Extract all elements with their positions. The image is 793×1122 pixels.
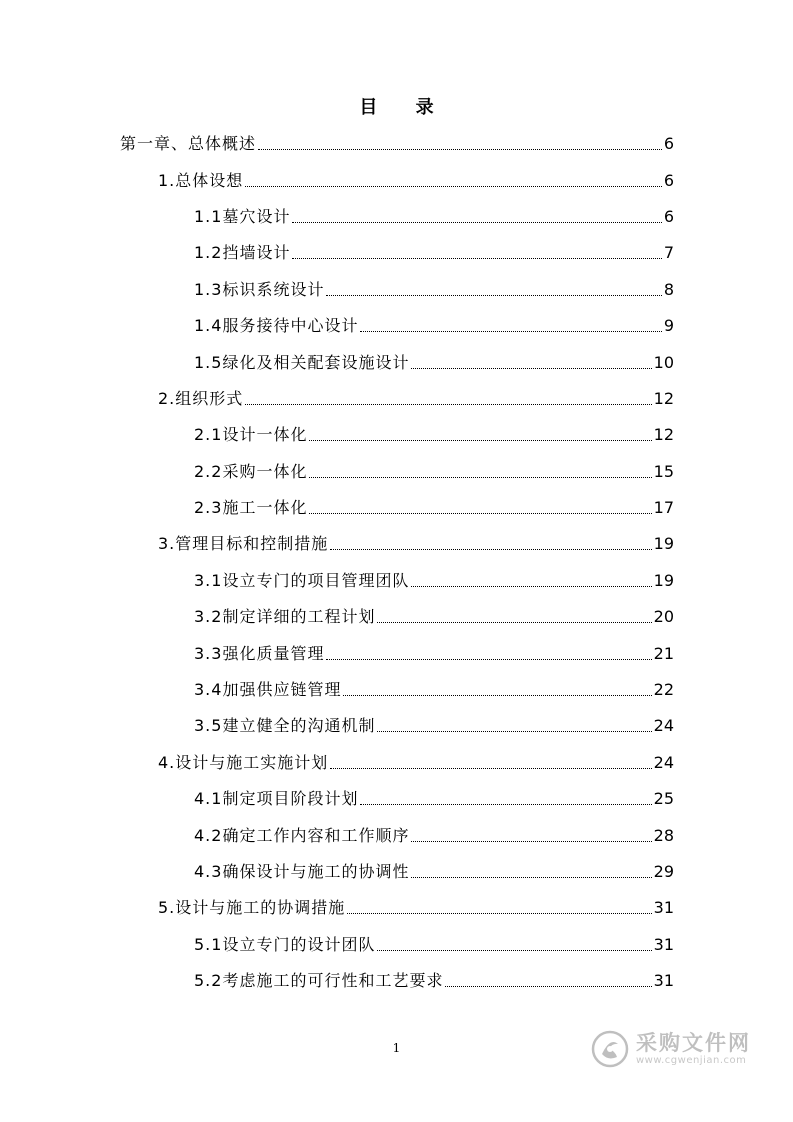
toc-leader-dots bbox=[326, 658, 651, 660]
toc-entry[interactable] bbox=[0, 308, 793, 344]
toc-entry[interactable] bbox=[0, 708, 793, 744]
toc-entry-label: 3.3强化质量管理 bbox=[194, 643, 325, 663]
toc-entry-label: 3.1设立专门的项目管理团队 bbox=[194, 570, 410, 590]
toc-entry-page: 12 bbox=[653, 425, 674, 445]
toc-entry-label: 5.设计与施工的协调措施 bbox=[158, 898, 346, 918]
toc-entry[interactable] bbox=[0, 817, 793, 853]
toc-entry-page: 7 bbox=[663, 243, 674, 263]
toc-entry[interactable] bbox=[0, 854, 793, 890]
toc-entry[interactable] bbox=[0, 890, 793, 926]
toc-entry-label: 5.2考虑施工的可行性和工艺要求 bbox=[194, 971, 444, 991]
toc-entry[interactable] bbox=[0, 599, 793, 635]
toc-entry-label: 4.设计与施工实施计划 bbox=[158, 752, 329, 772]
toc-entry-page: 6 bbox=[663, 206, 674, 226]
toc-entry[interactable] bbox=[0, 490, 793, 526]
toc-entry-label: 第一章、总体概述 bbox=[120, 134, 257, 154]
toc-entry[interactable] bbox=[0, 162, 793, 198]
toc-entry-label: 2.3施工一体化 bbox=[194, 498, 308, 518]
toc-entry-label: 2.1设计一体化 bbox=[194, 425, 308, 445]
toc-entry[interactable] bbox=[0, 672, 793, 708]
toc-entry-page: 8 bbox=[663, 279, 674, 299]
toc-entry[interactable] bbox=[0, 272, 793, 308]
toc-entry-label: 1.1墓穴设计 bbox=[194, 206, 291, 226]
toc-entry-page: 24 bbox=[653, 752, 674, 772]
toc-leader-dots bbox=[245, 185, 662, 187]
toc-entry[interactable] bbox=[0, 381, 793, 417]
toc-entry-label: 1.4服务接待中心设计 bbox=[194, 316, 359, 336]
toc-entry-page: 12 bbox=[653, 388, 674, 408]
toc-entry[interactable] bbox=[0, 745, 793, 781]
toc-entry-page: 29 bbox=[653, 862, 674, 881]
toc-entry-label: 5.1设立专门的设计团队 bbox=[194, 934, 376, 954]
toc-entry[interactable] bbox=[0, 963, 793, 999]
toc-leader-dots bbox=[326, 294, 661, 296]
toc-leader-dots bbox=[292, 221, 661, 223]
toc-title: 目 录 bbox=[359, 97, 450, 118]
toc-entry-page: 9 bbox=[663, 316, 674, 336]
toc-entry-page: 19 bbox=[653, 534, 674, 554]
toc-entry-page: 19 bbox=[653, 570, 674, 590]
toc-entry[interactable] bbox=[0, 417, 793, 453]
toc-entry-label: 1.3标识系统设计 bbox=[194, 279, 325, 299]
toc-entry-page: 6 bbox=[663, 134, 674, 154]
toc-leader-dots bbox=[360, 330, 661, 332]
toc-entry[interactable] bbox=[0, 526, 793, 562]
toc-leader-dots bbox=[330, 767, 651, 769]
toc-entry[interactable] bbox=[0, 563, 793, 599]
toc-entry-label: 4.2确定工作内容和工作顺序 bbox=[194, 825, 410, 845]
toc-leader-dots bbox=[343, 694, 651, 696]
toc-entry-page: 21 bbox=[653, 643, 674, 663]
toc-leader-dots bbox=[377, 730, 651, 732]
watermark bbox=[590, 1026, 760, 1072]
toc-entry-page: 31 bbox=[653, 934, 674, 954]
toc-entry-label: 4.1制定项目阶段计划 bbox=[194, 789, 359, 809]
toc-entry-label: 1.5绿化及相关配套设施设计 bbox=[194, 352, 410, 372]
toc-leader-dots bbox=[330, 548, 651, 550]
toc-leader-dots bbox=[360, 803, 651, 805]
toc-leader-dots bbox=[347, 912, 651, 914]
toc-entry-label: 2.组织形式 bbox=[158, 388, 244, 408]
toc-entry-page: 31 bbox=[653, 898, 674, 918]
toc-leader-dots bbox=[411, 840, 651, 842]
toc-entry-label: 3.管理目标和控制措施 bbox=[158, 534, 329, 554]
toc-leader-dots bbox=[309, 439, 651, 441]
toc-leader-dots bbox=[411, 585, 651, 587]
toc-entry[interactable] bbox=[0, 199, 793, 235]
toc-leader-dots bbox=[258, 148, 662, 150]
toc-leader-dots bbox=[377, 949, 651, 951]
toc-leader-dots bbox=[292, 257, 661, 259]
toc-entry-page: 24 bbox=[653, 716, 674, 736]
toc-entry[interactable] bbox=[0, 927, 793, 963]
toc-entry-label: 3.4加强供应链管理 bbox=[194, 680, 342, 700]
toc-entry-page: 28 bbox=[653, 825, 674, 845]
toc-entry-label: 4.3确保设计与施工的协调性 bbox=[194, 862, 410, 881]
toc-entry[interactable] bbox=[0, 454, 793, 490]
toc-entry[interactable] bbox=[0, 635, 793, 671]
toc-entry-page: 22 bbox=[653, 680, 674, 700]
toc-entry-label: 3.5建立健全的沟通机制 bbox=[194, 716, 376, 736]
toc-entry[interactable] bbox=[0, 781, 793, 817]
toc-entry-page: 10 bbox=[653, 352, 674, 372]
cgwenjian-logo-icon bbox=[590, 1029, 630, 1069]
toc-leader-dots bbox=[309, 512, 651, 514]
toc-entry-page: 17 bbox=[653, 498, 674, 518]
toc-entry-page: 31 bbox=[653, 971, 674, 991]
toc-entry-page: 6 bbox=[663, 170, 674, 190]
watermark-text bbox=[636, 1031, 751, 1067]
toc-entry-label: 3.2制定详细的工程计划 bbox=[194, 607, 376, 627]
watermark-name: 采购文件网 bbox=[636, 1031, 751, 1055]
toc-entry-page: 25 bbox=[653, 789, 674, 809]
toc-entry-label: 1.总体设想 bbox=[158, 170, 244, 190]
toc-leader-dots bbox=[245, 403, 651, 405]
toc-leader-dots bbox=[411, 367, 651, 369]
toc-leader-dots bbox=[377, 621, 651, 623]
watermark-url: www.cgwenjian.com bbox=[636, 1055, 747, 1066]
page-number: 1 bbox=[392, 1041, 401, 1055]
toc-entry[interactable] bbox=[0, 235, 793, 271]
table-of-contents bbox=[0, 126, 793, 999]
toc-entry-label: 2.2采购一体化 bbox=[194, 461, 308, 481]
toc-entry-page: 15 bbox=[653, 461, 674, 481]
toc-leader-dots bbox=[309, 476, 651, 478]
toc-entry[interactable] bbox=[0, 126, 793, 162]
toc-entry-page: 20 bbox=[653, 607, 674, 627]
toc-leader-dots bbox=[411, 876, 651, 878]
toc-leader-dots bbox=[445, 985, 651, 987]
toc-entry-label: 1.2挡墙设计 bbox=[194, 243, 291, 263]
toc-entry[interactable] bbox=[0, 344, 793, 380]
